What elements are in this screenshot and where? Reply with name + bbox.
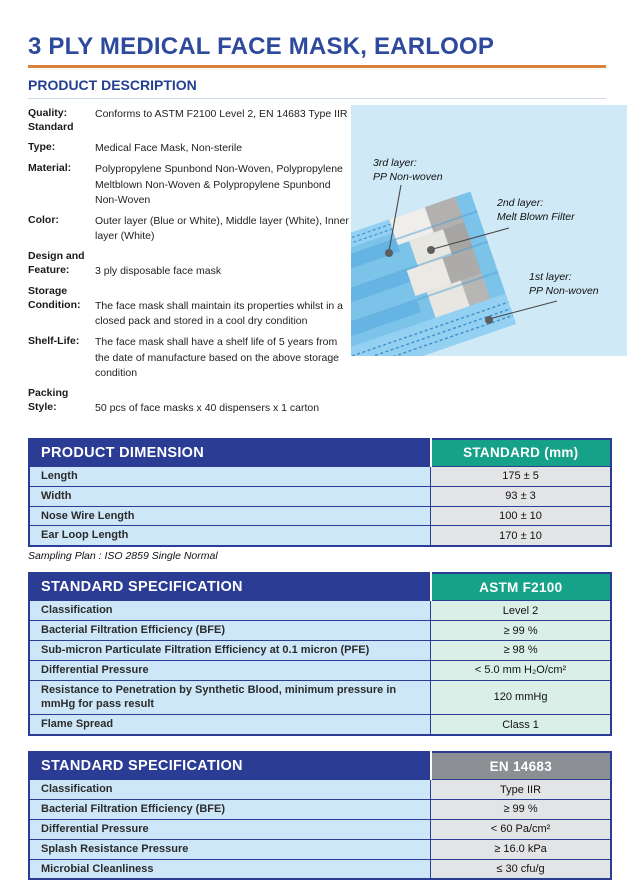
desc-label: Shelf-Life: — [28, 335, 80, 348]
desc-label: Color: — [28, 213, 59, 226]
mask-illustration — [351, 105, 627, 356]
dimension-name: Length — [29, 466, 431, 486]
desc-value: Polypropylene Spunbond Non-Woven, Polypropylene Meltblown Non-Woven & Polypropylene Spunbond Non-Woven — [95, 163, 343, 206]
callout-dot-1st-layer — [485, 316, 493, 324]
astm-table-title: STANDARD SPECIFICATION — [29, 573, 431, 601]
dimension-table-standard-header: STANDARD (mm) — [431, 439, 611, 467]
desc-label: Quality: — [28, 107, 68, 120]
table-row — [29, 486, 611, 506]
spec-name: Resistance to Penetration by Synthetic Blood, minimum pressure in mmHg for pass result — [29, 680, 431, 715]
table-row — [29, 859, 611, 879]
spec-name: Sub-micron Particulate Filtration Efficiency at 0.1 micron (PFE) — [29, 640, 431, 660]
table-row — [29, 640, 611, 660]
desc-label-pre: Design and — [28, 250, 85, 263]
description-list — [28, 105, 351, 421]
desc-value: The face mask shall have a shelf life of 5 years from the date of manufacture based on the above storage condition — [95, 336, 340, 379]
table-row — [29, 800, 611, 820]
title-rule — [28, 65, 606, 68]
label-2nd-layer: 2nd layer: Melt Blown Filter — [497, 197, 575, 224]
mask-layers-diagram — [351, 105, 627, 356]
desc-value: The face mask shall maintain its properties whilst in a closed pack and stored in a cool dry condition — [95, 299, 344, 328]
sampling-plan-note: Sampling Plan : ISO 2859 Single Normal — [28, 550, 218, 563]
spec-value: Level 2 — [431, 601, 611, 621]
spec-name: Bacterial Filtration Efficiency (BFE) — [29, 800, 431, 820]
desc-label: Condition: — [28, 298, 81, 311]
dimension-table-title: PRODUCT DIMENSION — [29, 439, 431, 467]
spec-name: Classification — [29, 601, 431, 621]
spec-value: ≥ 99 % — [431, 800, 611, 820]
dimension-table — [28, 438, 612, 547]
table-row — [29, 660, 611, 680]
label-3rd-layer: 3rd layer: PP Non-woven — [373, 157, 443, 184]
table-row — [29, 839, 611, 859]
table-row — [29, 680, 611, 715]
dimension-value: 175 ± 5 — [431, 466, 611, 486]
dimension-value: 93 ± 3 — [431, 486, 611, 506]
spec-value: Type IIR — [431, 780, 611, 800]
dimension-value: 100 ± 10 — [431, 506, 611, 526]
spec-value: 120 mmHg — [431, 680, 611, 715]
spec-value: ≥ 98 % — [431, 640, 611, 660]
page-title: 3 PLY MEDICAL FACE MASK, EARLOOP — [28, 33, 495, 60]
label-1st-layer: 1st layer: PP Non-woven — [529, 271, 599, 298]
spec-value: ≥ 99 % — [431, 621, 611, 641]
desc-row-packing-style — [28, 387, 351, 416]
desc-value: 3 ply disposable face mask — [95, 265, 222, 278]
table-row — [29, 601, 611, 621]
spec-name: Bacterial Filtration Efficiency (BFE) — [29, 621, 431, 641]
dimension-name: Nose Wire Length — [29, 506, 431, 526]
spec-value: ≥ 16.0 kPa — [431, 839, 611, 859]
en-table-title: STANDARD SPECIFICATION — [29, 752, 431, 780]
table-row — [29, 621, 611, 641]
spec-name: Classification — [29, 780, 431, 800]
dimension-name: Ear Loop Length — [29, 526, 431, 546]
desc-row-quality — [28, 107, 351, 135]
desc-row-material — [28, 162, 351, 208]
astm-table-standard-header: ASTM F2100 — [431, 573, 611, 601]
description-section — [28, 105, 627, 421]
table-header-row — [29, 439, 611, 467]
product-description-heading: PRODUCT DESCRIPTION — [28, 77, 606, 99]
astm-table — [28, 572, 612, 736]
en-table — [28, 751, 612, 880]
spec-value: ≤ 30 cfu/g — [431, 859, 611, 879]
dimension-name: Width — [29, 486, 431, 506]
desc-label-pre: Packing — [28, 387, 69, 400]
spec-value: Class 1 — [431, 715, 611, 735]
table-header-row — [29, 752, 611, 780]
spec-name: Differential Pressure — [29, 660, 431, 680]
desc-value: Conforms to ASTM F2100 Level 2, EN 14683 Type IIR — [95, 108, 348, 121]
desc-label: Feature: — [28, 264, 70, 277]
table-row — [29, 506, 611, 526]
desc-row-storage-condition — [28, 285, 351, 329]
en-table-standard-header: EN 14683 — [431, 752, 611, 780]
desc-value: Medical Face Mask, Non-sterile — [95, 142, 243, 155]
callout-dot-3rd-layer — [385, 249, 393, 257]
spec-value: < 60 Pa/cm² — [431, 819, 611, 839]
desc-value: Outer layer (Blue or White), Middle layer (White), Inner layer (White) — [95, 214, 349, 243]
desc-label: Type: — [28, 141, 56, 154]
desc-label: Style: — [28, 400, 57, 413]
spec-name: Microbial Cleanliness — [29, 859, 431, 879]
desc-row-type — [28, 141, 351, 156]
spec-name: Differential Pressure — [29, 819, 431, 839]
table-row — [29, 780, 611, 800]
spec-value: < 5.0 mm H₂O/cm² — [431, 660, 611, 680]
desc-row-color — [28, 214, 351, 244]
table-row — [29, 466, 611, 486]
desc-label: Material: — [28, 162, 72, 175]
table-row — [29, 526, 611, 546]
spec-name: Splash Resistance Pressure — [29, 839, 431, 859]
desc-row-design-feature — [28, 250, 351, 279]
table-row — [29, 715, 611, 735]
table-header-row — [29, 573, 611, 601]
desc-label-line2: Standard — [28, 121, 74, 134]
dimension-value: 170 ± 10 — [431, 526, 611, 546]
desc-row-shelf-life — [28, 335, 351, 381]
desc-value: 50 pcs of face masks x 40 dispensers x 1 carton — [95, 401, 320, 414]
table-row — [29, 819, 611, 839]
desc-label-pre: Storage — [28, 285, 68, 298]
spec-name: Flame Spread — [29, 715, 431, 735]
callout-dot-2nd-layer — [427, 246, 435, 254]
